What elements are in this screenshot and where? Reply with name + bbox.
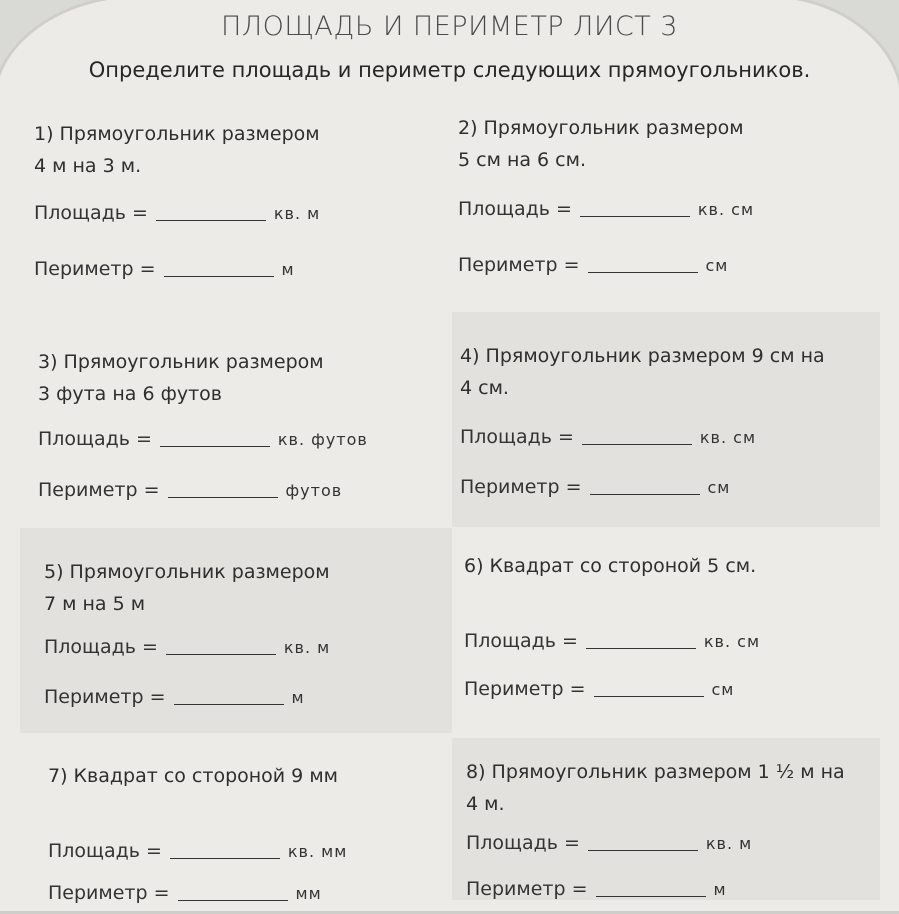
problem-3 bbox=[38, 346, 448, 501]
area-unit: кв. м bbox=[283, 638, 331, 657]
perimeter-answer-blank[interactable] bbox=[174, 704, 284, 705]
area-answer-blank[interactable] bbox=[156, 220, 266, 221]
problem-5 bbox=[44, 556, 454, 708]
problem-8 bbox=[466, 756, 876, 900]
problem-1-line2: 4 м на 3 м. bbox=[34, 155, 142, 177]
problem-2-line1: 2) Прямоугольник размером bbox=[458, 117, 744, 139]
perimeter-unit: футов bbox=[285, 481, 343, 500]
area-row bbox=[34, 202, 320, 224]
area-label: Площадь = bbox=[44, 636, 158, 658]
problem-7-line1: 7) Квадрат со стороной 9 мм bbox=[48, 765, 338, 787]
area-label: Площадь = bbox=[458, 198, 572, 220]
perimeter-unit: см bbox=[707, 478, 731, 497]
perimeter-answer-blank[interactable] bbox=[178, 900, 288, 901]
perimeter-label: Периметр = bbox=[458, 254, 580, 276]
perimeter-label: Периметр = bbox=[48, 882, 170, 904]
perimeter-row bbox=[460, 476, 730, 498]
area-row bbox=[466, 832, 752, 854]
area-unit: кв. см bbox=[697, 200, 755, 219]
perimeter-answer-blank[interactable] bbox=[594, 696, 704, 697]
perimeter-unit: см bbox=[711, 680, 735, 699]
area-row bbox=[458, 198, 754, 220]
area-row bbox=[38, 428, 368, 450]
perimeter-label: Периметр = bbox=[464, 678, 586, 700]
perimeter-answer-blank[interactable] bbox=[590, 494, 700, 495]
area-answer-blank[interactable] bbox=[160, 446, 270, 447]
area-answer-blank[interactable] bbox=[586, 648, 696, 649]
perimeter-answer-blank[interactable] bbox=[588, 272, 698, 273]
problem-1-line1: 1) Прямоугольник размером bbox=[34, 123, 320, 145]
area-unit: кв. см bbox=[699, 428, 757, 447]
perimeter-row bbox=[464, 678, 734, 700]
area-answer-blank[interactable] bbox=[582, 444, 692, 445]
area-unit: кв. футов bbox=[277, 430, 368, 449]
problem-5-line2: 7 м на 5 м bbox=[44, 593, 146, 615]
area-label: Площадь = bbox=[48, 840, 162, 862]
area-label: Площадь = bbox=[466, 832, 580, 854]
problem-3-line2: 3 фута на 6 футов bbox=[38, 383, 222, 405]
area-row bbox=[464, 630, 760, 652]
problem-4-line1: 4) Прямоугольник размером 9 см на bbox=[460, 345, 825, 367]
area-label: Площадь = bbox=[460, 426, 574, 448]
perimeter-label: Периметр = bbox=[38, 479, 160, 501]
problem-5-line1: 5) Прямоугольник размером bbox=[44, 561, 330, 583]
perimeter-label: Периметр = bbox=[34, 258, 156, 280]
problem-6-line1: 6) Квадрат со стороной 5 см. bbox=[464, 555, 757, 577]
area-unit: кв. см bbox=[703, 632, 761, 651]
area-row bbox=[460, 426, 756, 448]
perimeter-answer-blank[interactable] bbox=[168, 497, 278, 498]
area-unit: кв. мм bbox=[287, 842, 348, 861]
worksheet-title: ПЛОЩАДЬ И ПЕРИМЕТР ЛИСТ 3 bbox=[221, 11, 678, 42]
area-answer-blank[interactable] bbox=[170, 858, 280, 859]
perimeter-unit: м bbox=[281, 260, 295, 279]
perimeter-answer-blank[interactable] bbox=[596, 896, 706, 897]
area-row bbox=[48, 840, 347, 862]
problem-8-line1: 8) Прямоугольник размером 1 ½ м на bbox=[466, 761, 845, 783]
problem-8-line2: 4 м. bbox=[466, 793, 505, 815]
perimeter-row bbox=[458, 254, 728, 276]
perimeter-label: Периметр = bbox=[466, 878, 588, 900]
area-row bbox=[44, 636, 330, 658]
perimeter-unit: м bbox=[291, 688, 305, 707]
area-answer-blank[interactable] bbox=[580, 216, 690, 217]
perimeter-row bbox=[34, 258, 295, 280]
area-answer-blank[interactable] bbox=[588, 850, 698, 851]
area-label: Площадь = bbox=[38, 428, 152, 450]
area-answer-blank[interactable] bbox=[166, 654, 276, 655]
perimeter-row bbox=[38, 479, 342, 501]
area-unit: кв. м bbox=[273, 204, 321, 223]
area-label: Площадь = bbox=[464, 630, 578, 652]
perimeter-unit: мм bbox=[295, 884, 322, 903]
perimeter-unit: м bbox=[713, 880, 727, 899]
problem-1 bbox=[34, 118, 444, 280]
instructions: Определите площадь и периметр следующих прямоугольников. bbox=[88, 58, 811, 82]
perimeter-row bbox=[44, 686, 305, 708]
perimeter-unit: см bbox=[705, 256, 729, 275]
area-label: Площадь = bbox=[34, 202, 148, 224]
problem-2 bbox=[458, 112, 868, 276]
problem-3-line1: 3) Прямоугольник размером bbox=[38, 351, 324, 373]
problem-6 bbox=[464, 550, 874, 700]
perimeter-row bbox=[48, 882, 322, 904]
area-unit: кв. м bbox=[705, 834, 753, 853]
perimeter-label: Периметр = bbox=[44, 686, 166, 708]
perimeter-row bbox=[466, 878, 727, 900]
perimeter-label: Периметр = bbox=[460, 476, 582, 498]
problem-4-line2: 4 см. bbox=[460, 377, 509, 399]
perimeter-answer-blank[interactable] bbox=[164, 276, 274, 277]
problem-4 bbox=[460, 340, 870, 498]
problem-2-line2: 5 см на 6 см. bbox=[458, 149, 586, 171]
problem-7 bbox=[48, 760, 458, 904]
